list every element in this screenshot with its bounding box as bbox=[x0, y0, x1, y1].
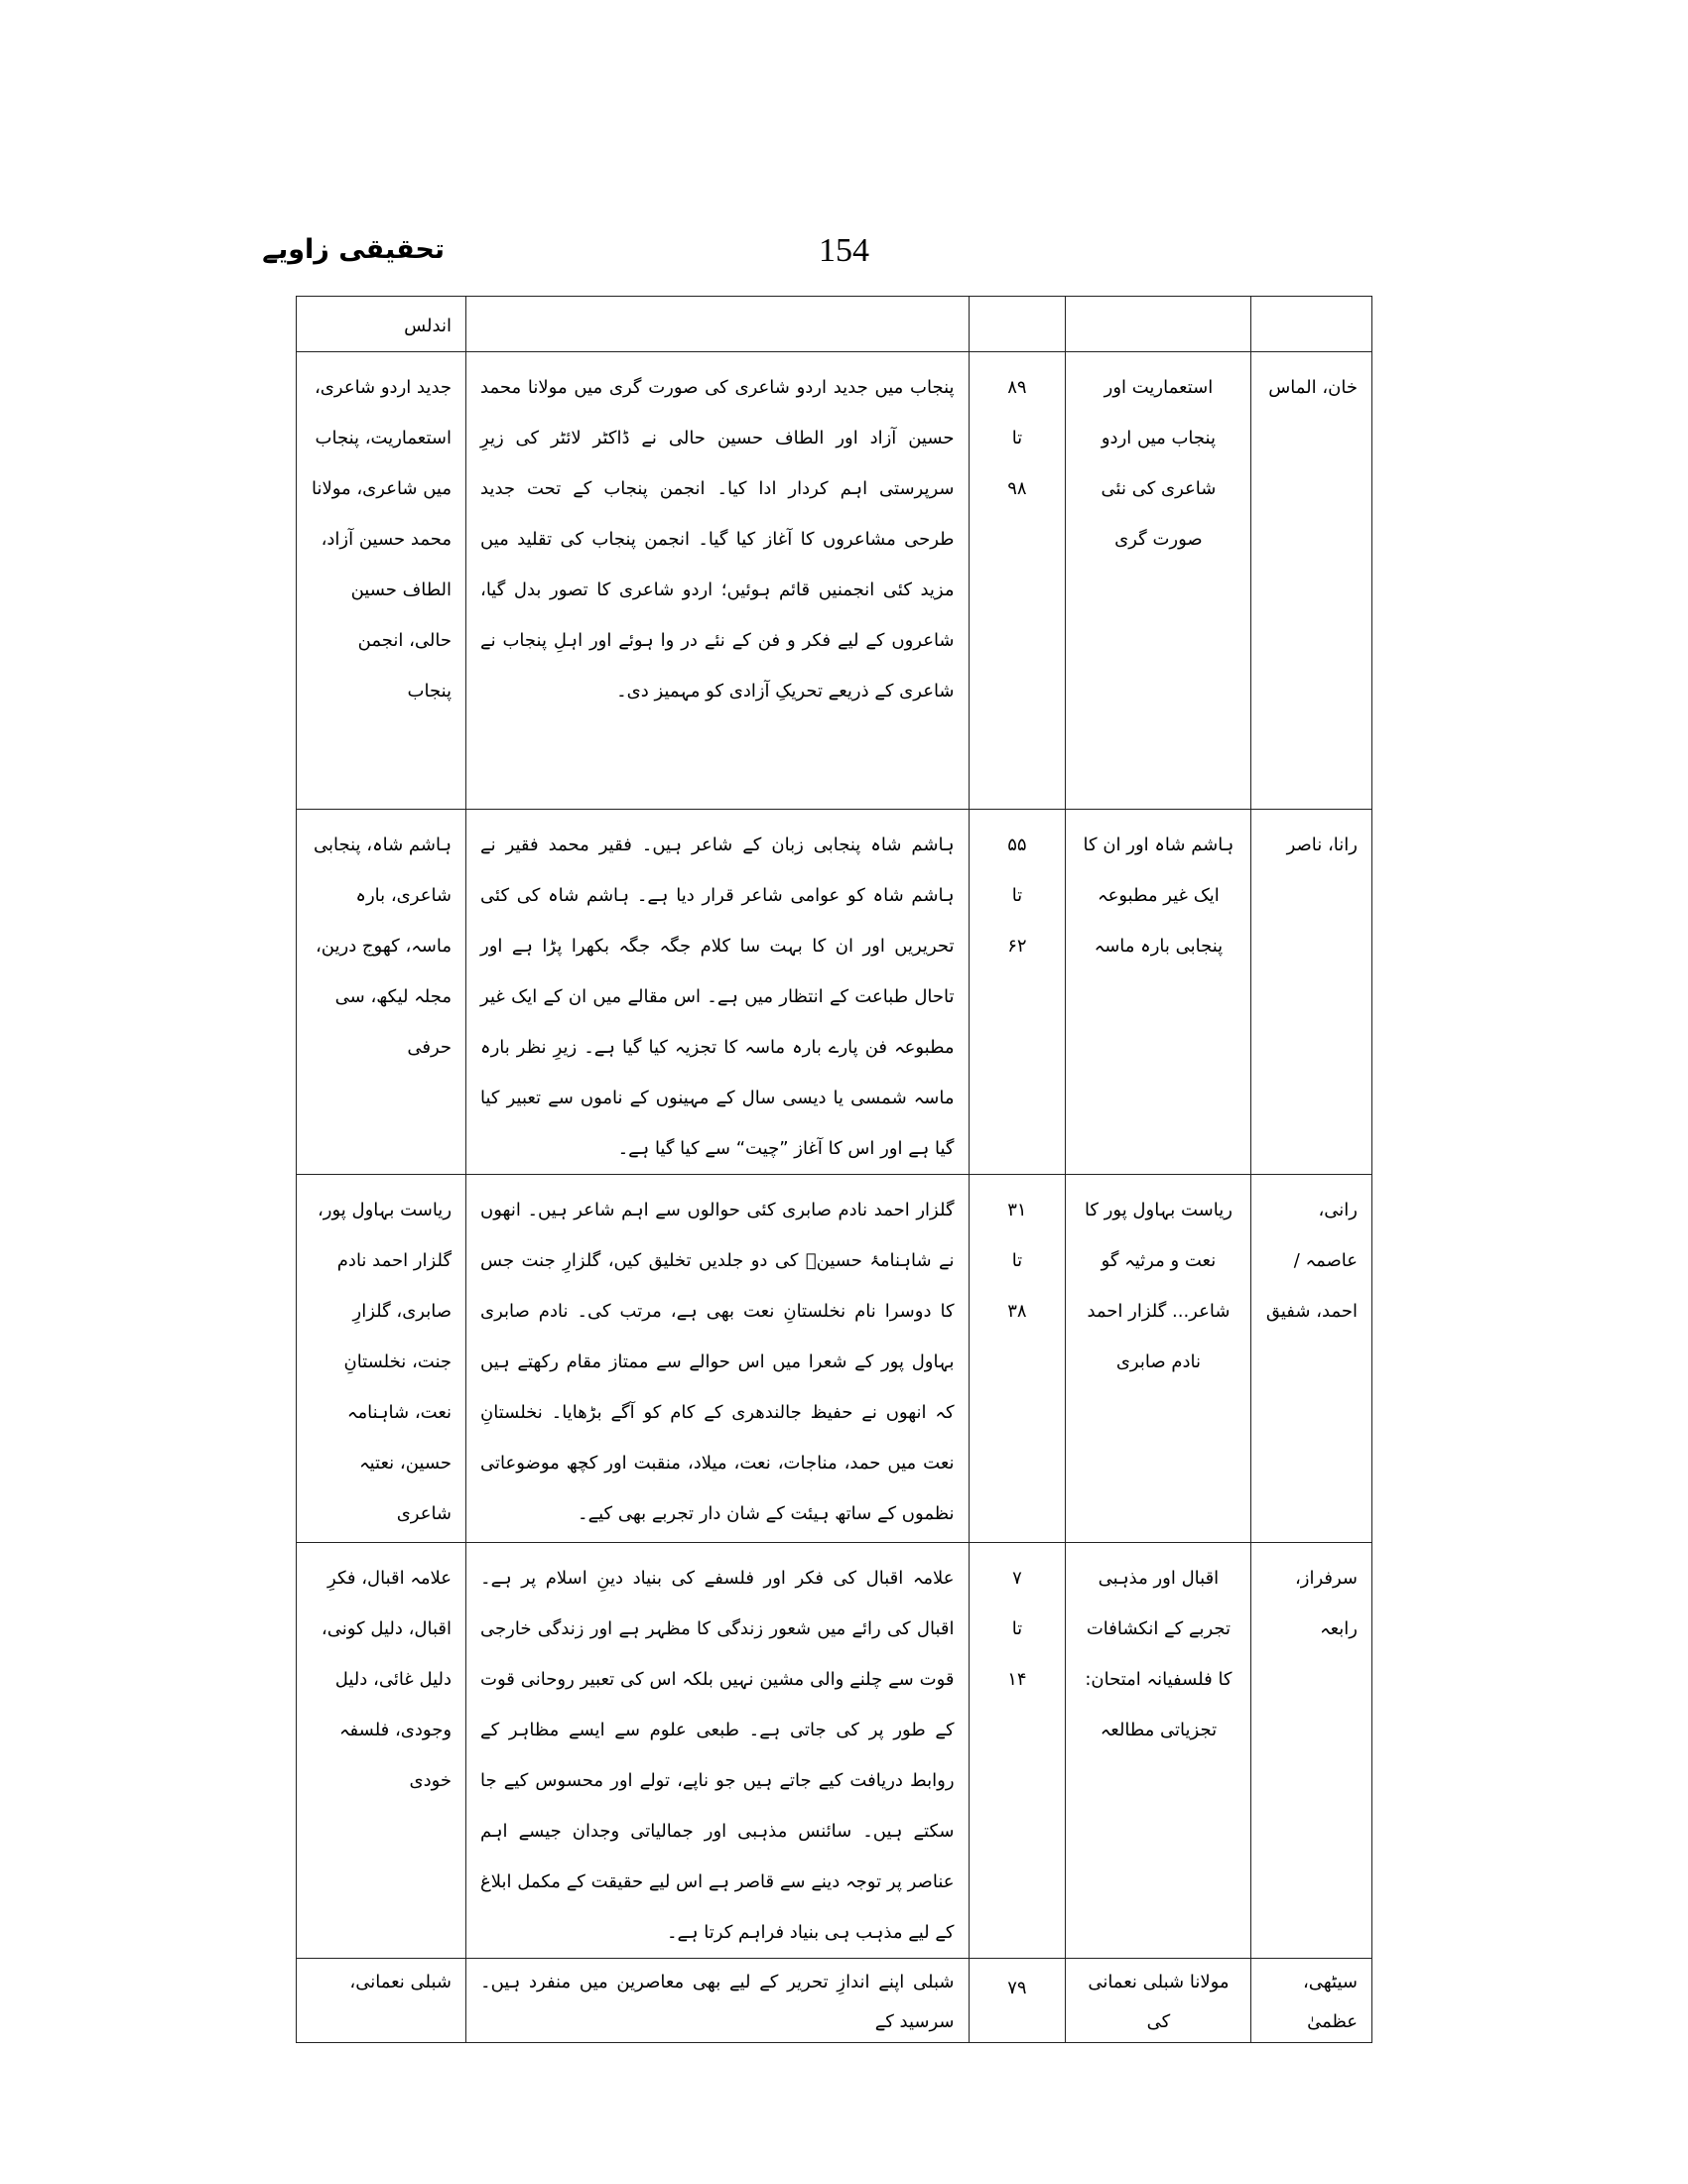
pages-cell bbox=[969, 297, 1066, 352]
pages-cell bbox=[969, 1543, 1066, 1959]
title-cell: اقبال اور مذہبی تجربے کے انکشافات کا فلسفیانہ امتحان: تجزیاتی مطالعہ bbox=[1066, 1543, 1251, 1959]
abstract-cell: شبلی اپنے اندازِ تحریر کے لیے بھی معاصرین میں منفرد ہیں۔ سرسید کے bbox=[466, 1959, 970, 2043]
page-start: ۷۹ bbox=[1007, 1978, 1027, 1998]
abstract-cell: ہاشم شاہ پنجابی زبان کے شاعر ہیں۔ فقیر محمد فقیر نے ہاشم شاہ کو عوامی شاعر قرار دیا ہے۔ ہاشم شاہ کی کئی تحریریں اور ان کا بہت سا کلام جگہ جگہ بکھرا پڑا ہے اور تاحال طباعت کے انتظار میں ہے۔ اس مقالے میں ان کے ایک غیر مطبوعہ فن پارے بارہ ماسہ کا تجزیہ کیا گیا ہے۔ زیرِ نظر بارہ ماسہ شمسی یا دیسی سال کے مہینوں کے ناموں سے تعبیر کیا گیا ہے اور اس کا آغاز ”چیت“ سے کیا گیا ہے۔ bbox=[466, 810, 970, 1175]
keywords-cell: جدید اردو شاعری، استعماریت، پنجاب میں شاعری، مولانا محمد حسین آزاد، الطاف حسین حالی، انجمن پنجاب bbox=[297, 352, 466, 810]
page-range-word: تا bbox=[1011, 1618, 1023, 1639]
table-row-continuation bbox=[297, 297, 1372, 352]
abstract-cell: پنجاب میں جدید اردو شاعری کی صورت گری میں مولانا محمد حسین آزاد اور الطاف حسین حالی نے ڈاکٹر لائٹر کی زیرِ سرپرستی اہم کردار ادا کیا۔ انجمن پنجاب کے تحت جدید طرحی مشاعروں کا آغاز کیا گیا۔ انجمن پنجاب کی تقلید میں مزید کئی انجمنیں قائم ہوئیں؛ اردو شاعری کا تصور بدل گیا، شاعروں کے لیے فکر و فن کے نئے در وا ہوئے اور اہلِ پنجاب نے شاعری کے ذریعے تحریکِ آزادی کو مہمیز دی۔ bbox=[466, 352, 970, 810]
table-row bbox=[297, 1543, 1372, 1959]
keywords-cell: شبلی نعمانی، bbox=[297, 1959, 466, 2043]
bibliography-table bbox=[296, 296, 1372, 2043]
author-cell bbox=[1251, 297, 1372, 352]
pages-cell bbox=[969, 1959, 1066, 2043]
page-start: ۵۵ bbox=[1007, 835, 1027, 855]
pages-cell bbox=[969, 352, 1066, 810]
author-cell: رانی، عاصمہ / احمد، شفیق bbox=[1251, 1175, 1372, 1543]
page-start: ۸۹ bbox=[1007, 377, 1027, 398]
page-header bbox=[0, 226, 1688, 276]
title-cell: ہاشم شاہ اور ان کا ایک غیر مطبوعہ پنجابی بارہ ماسہ bbox=[1066, 810, 1251, 1175]
keywords-cell: ہاشم شاہ، پنجابی شاعری، بارہ ماسہ، کھوج درین، مجلہ لیکھ، سی حرفی bbox=[297, 810, 466, 1175]
table-row bbox=[297, 352, 1372, 810]
page-range-word: تا bbox=[1011, 885, 1023, 906]
page-range-word: تا bbox=[1011, 1250, 1023, 1271]
pages-cell bbox=[969, 810, 1066, 1175]
author-cell: سرفراز، رابعہ bbox=[1251, 1543, 1372, 1959]
abstract-cell: علامہ اقبال کی فکر اور فلسفے کی بنیاد دینِ اسلام پر ہے۔ اقبال کی رائے میں شعور زندگی کا مظہر ہے اور زندگی خارجی قوت سے چلنے والی مشین نہیں بلکہ اس کی تعبیر روحانی قوت کے طور پر کی جاتی ہے۔ طبعی علوم سے ایسے مظاہر کے روابط دریافت کیے جاتے ہیں جو ناپے، تولے اور محسوس کیے جا سکتے ہیں۔ سائنس مذہبی اور جمالیاتی وجدان جیسے اہم عناصر پر توجہ دینے سے قاصر ہے اس لیے حقیقت کے مکمل ابلاغ کے لیے مذہب ہی بنیاد فراہم کرتا ہے۔ bbox=[466, 1543, 970, 1959]
author-cell: خان، الماس bbox=[1251, 352, 1372, 810]
page-range-word: تا bbox=[1011, 428, 1023, 449]
page-end: ۱۴ bbox=[1007, 1669, 1027, 1690]
title-cell: ریاست بہاول پور کا نعت و مرثیہ گو شاعر... گلزار احمد نادم صابری bbox=[1066, 1175, 1251, 1543]
page-start: ۷ bbox=[1012, 1568, 1022, 1589]
title-cell: مولانا شبلی نعمانی کی bbox=[1066, 1959, 1251, 2043]
page-end: ۹۸ bbox=[1007, 478, 1027, 499]
page-number: 154 bbox=[819, 232, 869, 269]
keywords-cell: ریاست بہاول پور، گلزار احمد نادم صابری، گلزارِ جنت، نخلستانِ نعت، شاہنامہ حسین، نعتیہ شاعری bbox=[297, 1175, 466, 1543]
table-row bbox=[297, 1959, 1372, 2043]
page-start: ۳۱ bbox=[1007, 1200, 1027, 1220]
title-cell: استعماریت اور پنجاب میں اردو شاعری کی نئی صورت گری bbox=[1066, 352, 1251, 810]
page-end: ۳۸ bbox=[1007, 1301, 1027, 1322]
abstract-cell bbox=[466, 297, 970, 352]
author-cell: رانا، ناصر bbox=[1251, 810, 1372, 1175]
title-cell bbox=[1066, 297, 1251, 352]
page-end: ۶۲ bbox=[1007, 936, 1027, 957]
abstract-cell: گلزار احمد نادم صابری کئی حوالوں سے اہم شاعر ہیں۔ انھوں نے شاہنامۂ حسینؑ کی دو جلدیں تخلیق کیں، گلزارِ جنت جس کا دوسرا نام نخلستانِ نعت بھی ہے، مرتب کی۔ نادم صابری بہاول پور کے شعرا میں اس حوالے سے ممتاز مقام رکھتے ہیں کہ انھوں نے حفیظ جالندھری کے کام کو آگے بڑھایا۔ نخلستانِ نعت میں حمد، مناجات، نعت، میلاد، منقبت اور کچھ موضوعاتی نظموں کے ساتھ ہیئت کے شان دار تجربے بھی کیے۔ bbox=[466, 1175, 970, 1543]
journal-title: تحقیقی زاویے bbox=[262, 234, 445, 265]
keywords-cell: اندلس bbox=[297, 297, 466, 352]
table-row bbox=[297, 810, 1372, 1175]
keywords-cell: علامہ اقبال، فکرِ اقبال، دلیل کونی، دلیل غائی، دلیل وجودی، فلسفہ خودی bbox=[297, 1543, 466, 1959]
table-row bbox=[297, 1175, 1372, 1543]
pages-cell bbox=[969, 1175, 1066, 1543]
author-cell: سیٹھی، عظمیٰ bbox=[1251, 1959, 1372, 2043]
